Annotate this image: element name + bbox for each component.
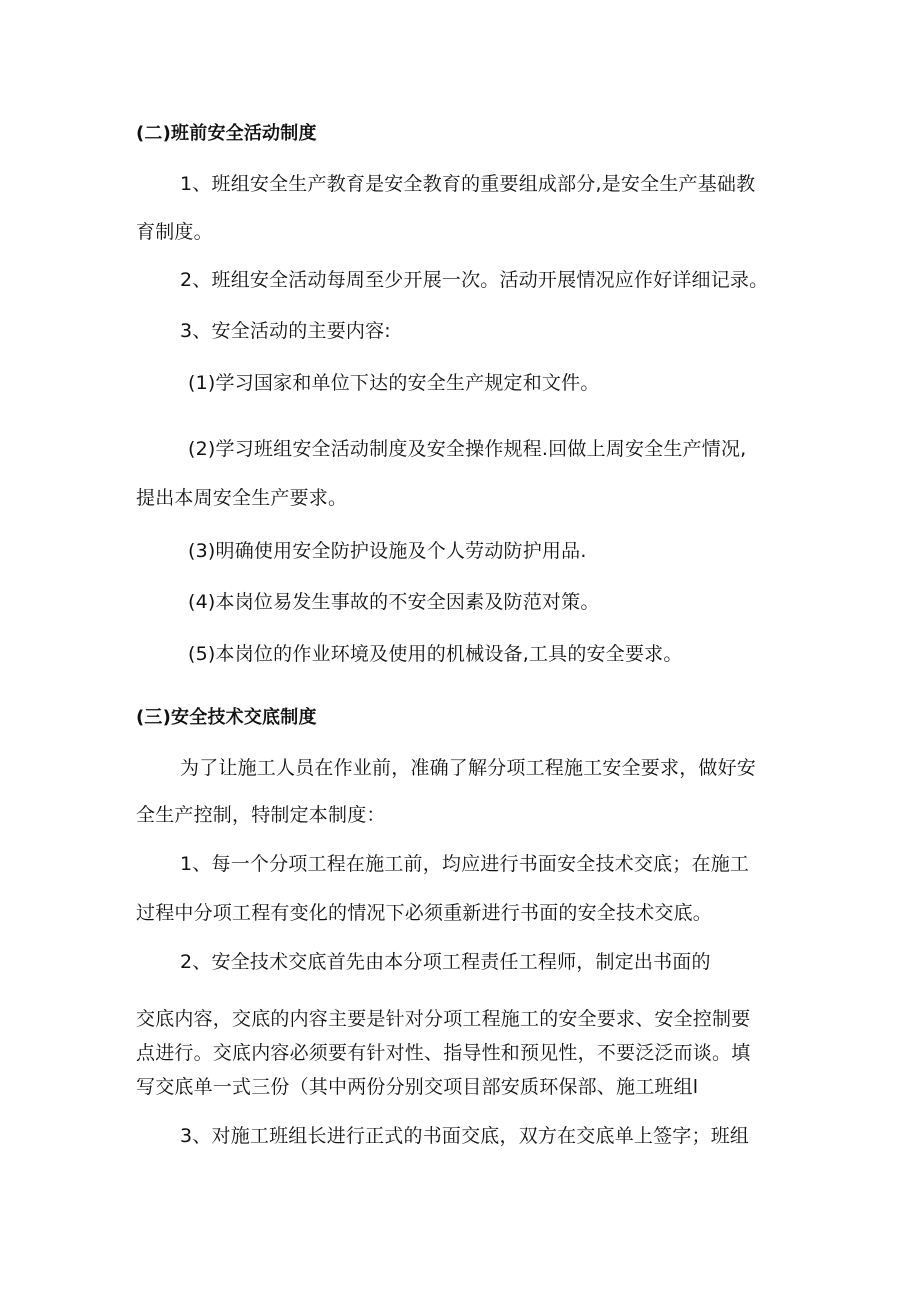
paragraph-line: 过程中分项工程有变化的情况下必须重新进行书面的安全技术交底。 — [136, 902, 713, 924]
paragraph-line: 1、每一个分项工程在施工前，均应进行书面安全技术交底；在施工 — [180, 853, 750, 875]
section-heading-2: (二)班前安全活动制度 — [136, 123, 317, 144]
paragraph-line: 全生产控制，特制定本制度： — [136, 804, 386, 826]
paragraph-line: 育制度。 — [136, 221, 213, 243]
paragraph-line: 点进行。交底内容必须要有针对性、指导性和预见性，不要泛泛而谈。填 — [136, 1042, 751, 1064]
list-item: 提出本周安全生产要求。 — [136, 487, 348, 509]
paragraph-line: 写交底单一式三份（其中两份分别交项目部安质环保部、施工班组l — [136, 1076, 699, 1098]
paragraph-line: 1、班组安全生产教育是安全教育的重要组成部分,是安全生产基础教 — [180, 173, 756, 195]
list-item: (1)学习国家和单位下达的安全生产规定和文件。 — [188, 372, 600, 394]
list-item: (4)本岗位易发生事故的不安全因素及防范对策。 — [188, 591, 600, 613]
paragraph-line: 为了让施工人员在作业前，准确了解分项工程施工安全要求，做好安 — [180, 757, 757, 779]
paragraph-line: 交底内容，交底的内容主要是针对分项工程施工的安全要求、安全控制要 — [136, 1008, 751, 1030]
paragraph-line: 2、班组安全活动每周至少开展一次。活动开展情况应作好详细记录。 — [180, 269, 769, 291]
section-heading-3: (三)安全技术交底制度 — [136, 707, 317, 728]
list-item: (3)明确使用安全防护设施及个人劳动防护用品. — [188, 540, 587, 562]
paragraph-line: 3、对施工班组长进行正式的书面交底，双方在交底单上签字；班组 — [180, 1125, 750, 1147]
paragraph-line: 2、安全技术交底首先由本分项工程责任工程师，制定出书面的 — [180, 951, 711, 973]
list-item: (2)学习班组安全活动制度及安全操作规程.回做上周安全生产情况, — [188, 438, 747, 460]
list-item: (5)本岗位的作业环境及使用的机械设备,工具的安全要求。 — [188, 643, 683, 665]
paragraph-line: 3、安全活动的主要内容: — [180, 320, 391, 342]
